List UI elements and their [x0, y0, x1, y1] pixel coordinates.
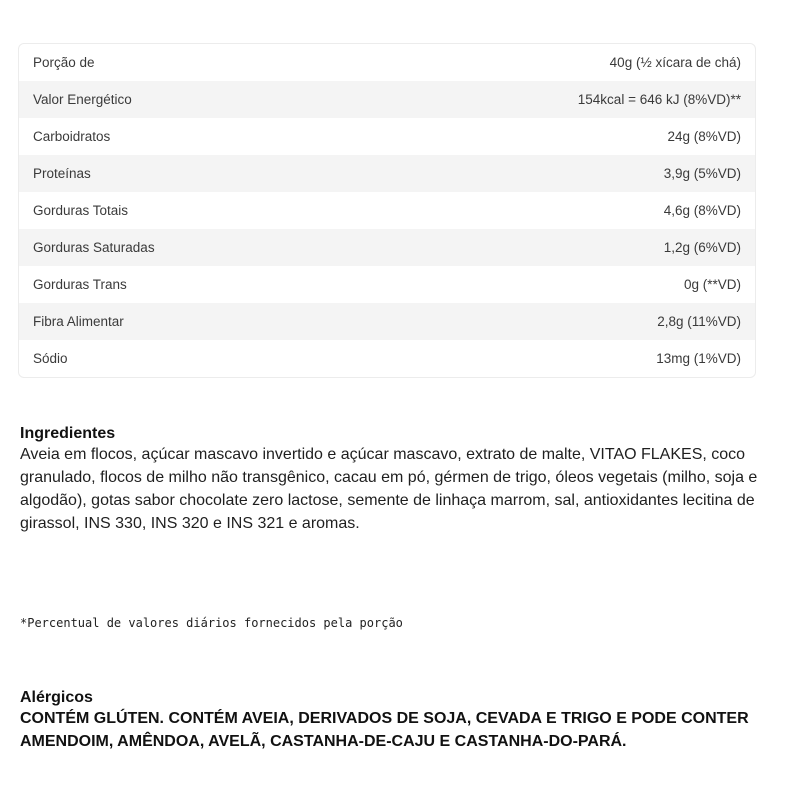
table-row: [19, 266, 755, 303]
row-label: Sódio: [33, 351, 68, 366]
table-row: [19, 155, 755, 192]
table-row: [19, 44, 755, 81]
ingredients-section: [20, 424, 770, 535]
table-row: [19, 229, 755, 266]
row-value: 154kcal = 646 kJ (8%VD)**: [577, 92, 741, 107]
ingredients-text: Aveia em flocos, açúcar mascavo invertido e açúcar mascavo, extrato de malte, VITAO FLAKES, coco granulado, flocos de milho não transgênico, cacau em pó, gérmen de trigo, óleos vegetais (milho, soja e algodão), gotas sabor chocolate zero lactose, semente de linhaça marrom, sal, antioxidantes lecitina de girassol, INS 330, INS 320 e INS 321 e aromas.: [20, 446, 758, 532]
row-value: 4,6g (8%VD): [663, 203, 741, 218]
table-row: [19, 192, 755, 229]
footnote: *Percentual de valores diários fornecidos pela porção: [20, 616, 403, 630]
allergens-text: CONTÉM GLÚTEN. CONTÉM AVEIA, DERIVADOS DE SOJA, CEVADA E TRIGO E PODE CONTER AMENDOIM, AMÊNDOA, AVELÃ, CASTANHA-DE-CAJU E CASTANHA-DO-PARÁ.: [20, 710, 749, 750]
row-value: 13mg (1%VD): [656, 351, 741, 366]
row-value: 0g (**VD): [683, 277, 741, 292]
row-label: Carboidratos: [33, 129, 111, 144]
table-row: [19, 340, 755, 377]
row-label: Fibra Alimentar: [33, 314, 124, 329]
ingredients-heading: Ingredientes: [20, 425, 116, 442]
row-value: 3,9g (5%VD): [663, 166, 741, 181]
row-value: 2,8g (11%VD): [657, 314, 741, 329]
row-value: 40g (½ xícara de chá): [609, 55, 741, 70]
row-label: Proteínas: [33, 166, 91, 181]
row-label: Porção de: [33, 55, 95, 70]
nutrition-table: [18, 43, 756, 378]
row-label: Valor Energético: [33, 92, 132, 107]
row-value: 1,2g (6%VD): [663, 240, 741, 255]
table-row: [19, 118, 755, 155]
row-label: Gorduras Saturadas: [33, 240, 155, 255]
allergens-section: [20, 688, 790, 753]
row-label: Gorduras Trans: [33, 277, 127, 292]
table-row: [19, 81, 755, 118]
row-label: Gorduras Totais: [33, 203, 129, 218]
allergens-heading: Alérgicos: [20, 689, 93, 706]
row-value: 24g (8%VD): [667, 129, 741, 144]
table-row: [19, 303, 755, 340]
